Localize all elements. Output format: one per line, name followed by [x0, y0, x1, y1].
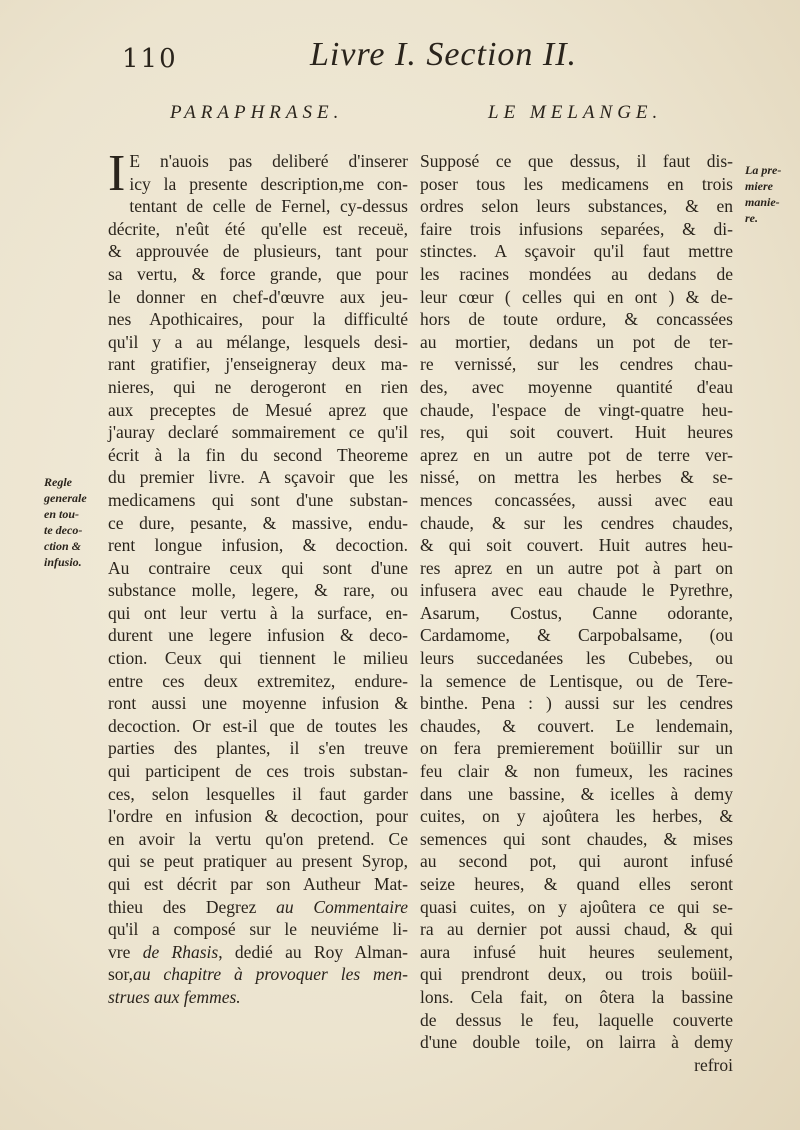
text-line: qui prendront deux, ou trois boüil- — [420, 964, 733, 985]
text-line — [108, 941, 408, 964]
left-column-text — [108, 145, 409, 1009]
text-line: faire trois infusions separées, & di- — [420, 218, 733, 239]
text-line: aux preceptes de Mesué aprez que — [108, 399, 408, 420]
italic-fragment: au chapitre à provoquer les men- — [133, 964, 408, 985]
text-line: lons. Cela fait, on ôtera la bassine — [420, 986, 733, 1007]
margin-note-line: re. — [745, 211, 758, 225]
text-line: l'ordre en infusion & decoction, pour — [108, 806, 408, 827]
left-margin-note — [44, 474, 87, 570]
text-line: du premier livre. A sçavoir que les — [108, 467, 408, 488]
text-line: d'une double toile, on lairra à demy — [420, 1032, 733, 1053]
text-line: nissé, on mettra les herbes & se- — [420, 467, 733, 488]
text-line: quasi cuites, on y ajoûtera ce qui se- — [420, 896, 733, 917]
right-column-text — [420, 150, 733, 1076]
text-line: ront aussi une moyenne infusion & — [108, 693, 408, 714]
text-line: ra au dernier pot aussi chaud, & qui — [420, 919, 733, 940]
text-line: qu'il y a au mélange, lesquels desi- — [108, 331, 408, 352]
text-line: substance molle, legere, & rare, ou — [108, 580, 408, 601]
text-line: strues aux femmes. — [108, 986, 241, 1007]
text-line: ce dure, pesante, & massive, endu- — [108, 512, 408, 533]
italic-fragment: de Rhasis — [142, 941, 219, 962]
margin-note-line: infusio. — [44, 555, 82, 569]
text-line: au mortier, dedans un pot de ter- — [420, 331, 733, 352]
text-line: ordres selon leurs substances, & en — [420, 196, 733, 217]
text-line: leurs succedanées les Cubebes, ou — [420, 648, 733, 669]
text-line: décrite, n'eût été qu'elle est receuë, — [108, 218, 408, 239]
text-line: parties des plantes, il s'en treuve — [108, 738, 408, 759]
text-line: écrit à la fin du second Theoreme — [108, 444, 408, 465]
text-line: qui participent de ces trois substan- — [108, 761, 408, 782]
text-line: le donner en chef-d'œuvre aux jeu- — [108, 286, 408, 307]
margin-note-line: Regle — [44, 475, 72, 489]
text-line: j'auray declaré sommairement ce qu'il — [108, 422, 408, 443]
margin-note-line: generale — [44, 491, 87, 505]
text-line — [108, 963, 408, 986]
text-line: qui est décrit par son Autheur Mat- — [108, 874, 408, 894]
text-line: hors de toute ordure, & concassées — [420, 309, 733, 330]
text-line: & qui soit couvert. Huit autres heu- — [420, 535, 733, 556]
text-line: de dessus le feu, laquelle couverte — [420, 1009, 733, 1030]
text-line: res aprez en un autre pot à part on — [420, 557, 733, 578]
text-line: qu'il a composé sur le neuviéme li- — [108, 919, 408, 940]
right-margin-note — [745, 162, 781, 226]
margin-note-line: te deco- — [44, 523, 83, 537]
text-fragment: vre — [108, 941, 143, 962]
text-line: la semence de Lentisque, ou de Tere- — [420, 670, 733, 691]
text-fragment: sor, — [108, 964, 134, 985]
left-column-heading: PARAPHRASE. — [170, 102, 344, 123]
text-line: nes Apothicaires, pour la difficulté — [108, 309, 408, 330]
text-line: rent longue infusion, & decoction. — [108, 535, 408, 556]
text-line: medicamens qui sont d'une substan- — [108, 489, 408, 510]
text-line: icy la presente description,me con- — [129, 173, 408, 194]
margin-note-line: en tou- — [44, 507, 80, 521]
text-line: ces, selon lesquelles il faut garder — [108, 783, 408, 804]
margin-note-line: ction & — [44, 539, 82, 553]
text-line: on fera premierement boüillir sur un — [420, 738, 733, 759]
text-line: E n'auois pas deliberé d'inserer — [129, 151, 408, 171]
text-line: chaudes, & couvert. Le lendemain, — [420, 715, 733, 736]
text-line: Asarum, Costus, Canne odorante, — [420, 602, 733, 623]
text-line: les racines mondées au dedans de — [420, 263, 733, 284]
right-column-heading: LE MELANGE. — [488, 102, 663, 123]
text-line: decoction. Or est-il que de toutes les — [108, 715, 408, 736]
text-line: tentant de celle de Fernel, cy-dessus — [129, 196, 408, 217]
text-line: des, avec moyenne quantité d'eau — [420, 376, 733, 397]
drop-cap: I — [108, 145, 126, 202]
text-line: rant gratifier, j'enseigneray deux ma- — [108, 354, 408, 375]
text-line: semences qui sont chaudes, & mises — [420, 828, 733, 849]
text-line: chaude, l'espace de vingt-quatre heu- — [420, 399, 733, 420]
text-line: mences concassées, aussi avec eau — [420, 489, 733, 510]
text-line — [108, 896, 408, 919]
catchword: refroi — [694, 1054, 733, 1075]
italic-fragment: au Commentaire — [276, 896, 409, 917]
text-line: infusera avec eau chaude le Pyrethre, — [420, 580, 733, 601]
text-line: qui ont leur vertu à la surface, en- — [108, 602, 408, 623]
page-header — [100, 36, 740, 80]
text-line: cuites, on y ajoûtera les herbes, & — [420, 806, 733, 827]
text-line: poser tous les medicamens en trois — [420, 173, 733, 194]
text-fragment: , dedié au Roy Alman- — [218, 941, 408, 962]
text-line: ction. Ceux qui tiennent le milieu — [108, 648, 408, 669]
text-line: chaude, & sur les cendres chaudes, — [420, 512, 733, 533]
margin-note-line: La pre- — [745, 163, 782, 177]
text-line: sa vertu, & force grande, que pour — [108, 263, 408, 284]
text-line: stinctes. A sçavoir qu'il faut mettre — [420, 241, 733, 262]
text-line: Au contraire ceux qui sont d'une — [108, 557, 408, 578]
text-line: aura infusé huit heures seulement, — [420, 941, 733, 962]
text-line: re vernissé, sur les cendres chau- — [420, 354, 733, 375]
text-line: aprez en un autre pot de terre ver- — [420, 444, 733, 465]
text-fragment: thieu des Degrez — [108, 896, 277, 917]
text-line: seize heures, & quand elles seront — [420, 874, 733, 894]
text-line: au second pot, qui auront infusé — [420, 851, 733, 872]
margin-note-line: manie- — [745, 195, 780, 209]
text-line: entre ces deux extremitez, endure- — [108, 670, 408, 691]
text-line: Cardamome, & Carpobalsame, (ou — [420, 625, 733, 646]
text-line: & approuvée de plusieurs, tant pour — [108, 241, 408, 262]
text-line: dans une bassine, & icelles à demy — [420, 783, 733, 804]
text-line: leur cœur ( celles qui en ont ) & de- — [420, 286, 733, 307]
running-title: Livre I. Section II. — [310, 36, 578, 73]
text-line: feu clair & non fumeux, les racines — [420, 761, 733, 782]
text-line: durent une legere infusion & deco- — [108, 625, 408, 646]
text-line: qui se peut pratiquer au present Syrop, — [108, 851, 408, 872]
text-line: en avoir la vertu qu'on pretend. Ce — [108, 828, 408, 849]
text-line: Supposé ce que dessus, il faut dis- — [420, 151, 733, 171]
page-number: 110 — [122, 44, 178, 74]
text-line: nieres, qui ne derogeront en rien — [108, 376, 408, 397]
margin-note-line: miere — [745, 179, 773, 193]
text-line: binthe. Pena : ) aussi sur les cendres — [420, 693, 733, 714]
text-line: res, qui soit couvert. Huit heures — [420, 422, 733, 443]
